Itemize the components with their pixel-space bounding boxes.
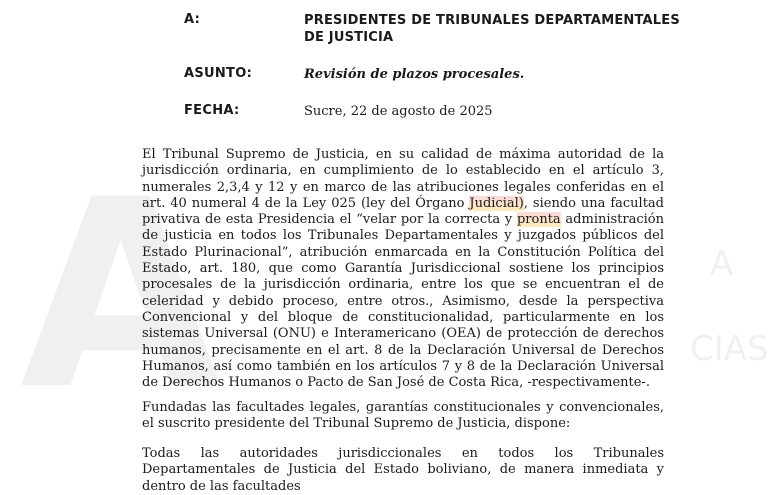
body-paragraph-2	[142, 400, 664, 433]
watermark-letters: A	[20, 170, 222, 430]
p1-highlight-pronta: pronta	[516, 212, 561, 228]
watermark-side-text-1: A	[710, 244, 734, 284]
to-value-line-2: DE JUSTICIA	[304, 30, 394, 45]
watermark-side-text-2: CIAS	[690, 329, 769, 369]
p1-highlight-judicial: Judicial)	[469, 195, 524, 211]
body-paragraph-1	[142, 147, 664, 391]
to-value-line-1: PRESIDENTES DE TRIBUNALES DEPARTAMENTALES	[304, 13, 680, 28]
subject-value: Revisión de plazos procesales.	[304, 67, 525, 82]
p1-text-end: administración de justicia en todos los Tribunales Departamentales y juzgados públicos del Estado Plurinacional”, atribución enmarcada en la Constitución Política del Estado, art. 180, que como Garantía Jurisdiccional sostiene los principios procesales de la jurisdicción ordinaria, entre los que se encuentran el de celeridad y debido proceso, entre otros., Asimismo, desde la perspectiva Convencional y del bloque de constitucionalidad, particularmente en los sistemas Universal (ONU) e Interamericano (OEA) de protección de derechos humanos, precisamente en el art. 8 de la Declaración Universal de Derechos Humanos, así como también en los artículos 7 y 8 de la Declaración Universal de Derechos Humanos o Pacto de San José de Costa Rica, -respectivamente-.	[142, 212, 665, 391]
to-label: A:	[184, 12, 201, 27]
date-value: Sucre, 22 de agosto de 2025	[304, 104, 493, 119]
p2-text: Fundadas las facultades legales, garantías constitucionales y convencionales, el suscrito presidente del Tribunal Supremo de Justicia, dispone:	[142, 400, 664, 432]
p3-text: Todas las autoridades jurisdiccionales en todos los Tribunales Departamentales de Justicia del Estado boliviano, de manera inmediata y dentro de las facultades	[142, 446, 664, 494]
p1-text-start: El Tribunal Supremo de Justicia, en su calidad de máxima autoridad de la jurisdicción ordinaria, en cumplimiento de lo establecido en el artículo 3, numerales 2,3,4 y 12 y en marco de las atribuciones legales conferidas en el art. 40 numeral 4 de la Ley 025 (ley del Órgano	[142, 147, 664, 211]
subject-label: ASUNTO:	[184, 66, 253, 81]
body-paragraph-3	[142, 446, 664, 495]
date-label: FECHA:	[184, 103, 240, 118]
p1-text-middle: , siendo una facultad privativa de esta Presidencia el “velar por la correcta y	[142, 195, 665, 228]
